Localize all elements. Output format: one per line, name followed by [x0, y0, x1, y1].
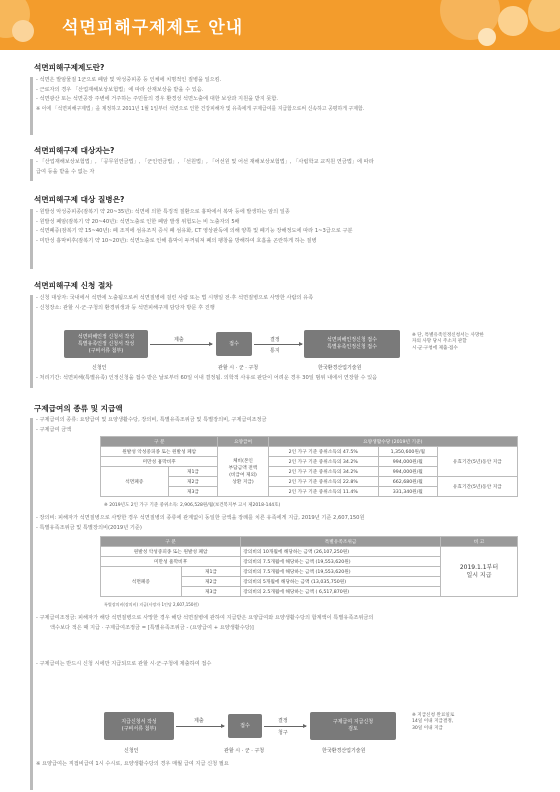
- table-cell: 2인 가구 기준 중위소득의 47.5%: [268, 447, 378, 457]
- section-diseases: [34, 194, 124, 209]
- body-line: 급여 등을 받을 수 없는 자: [36, 168, 95, 175]
- section-bar: [30, 209, 33, 269]
- flow-step-review: 구제급여 지급신청 검토: [310, 712, 396, 740]
- table-cell: 2인 가구 기준 중위소득의 22.8%: [268, 477, 378, 487]
- table-row: [101, 447, 518, 457]
- body-line: - 석면광산 또는 석면공장 주변에 거주하는 주민들의 경우 환경성 석면노출에 대한 보상과 지원을 받지 못함.: [36, 96, 279, 103]
- body-line: ※ 이에 「석면피해구제법」을 제정하고 2011년 1월 1일부터 석면으로 인한 건강피해자 및 유족에게 구제급여를 지급함으로써 신속하고 공평하게 구제함.: [36, 105, 365, 112]
- flow-actor-label: 관할 시 · 군 · 구청: [224, 748, 265, 754]
- table-header: 구 분: [101, 537, 241, 547]
- section-heading: 석면피해구제 신청 절차: [34, 281, 113, 290]
- section-bar: [30, 418, 33, 790]
- body-line: - 구제급여 금액: [36, 427, 72, 433]
- flow-note: ※ 단, 특별유족인정신청서는 사망한 자의 사망 당시 주소지 관할 시·군·구청에 제출·접수: [412, 333, 484, 351]
- flow-arrow-label: 청구: [278, 730, 288, 736]
- table-note: 특별장의비(장의비) 지급(사망자 1인당 2,607,150원): [104, 602, 199, 607]
- body-line: - 장의비: 피해자가 석면질병으로 사망한 경우 석면질병의 종류에 관계없이 동일한 금액을 장례를 치른 유족에게 지급, 2019년 기준 2,607,150원: [36, 515, 365, 521]
- table-cell: 원발성 악성중피종 또는 원발성 폐암: [101, 547, 241, 557]
- decorative-circle: [478, 28, 496, 46]
- flow-arrow: [176, 726, 224, 727]
- table-cell: 제3급: [168, 487, 218, 497]
- flow-step-request: 지급신청서 작성 (구비서류 첨부): [104, 712, 174, 740]
- body-line: - 석면폐증(잠복기 약 15~40년): 폐 조직에 섬유조직 증식 폐 섬유화, CT 영상판독에 의해 양쪽 및 폐기능 장해정도에 따라 1~3급으로 구분: [36, 228, 353, 235]
- table-header: 구 분: [101, 437, 218, 447]
- table-cell: 제1급: [168, 467, 218, 477]
- flow-arrow-label: 통지: [270, 348, 280, 354]
- table-cell: 석면폐증: [101, 567, 182, 597]
- table-cell: 제1급: [181, 567, 241, 577]
- body-line: - 원발성 악성중피종(잠복기 약 20~35년): 석면에 의한 특징적 질환으로 흉막에서 복막 등에 발생하는 암의 일종: [36, 209, 290, 215]
- flow-step-receipt: 접수: [228, 714, 262, 738]
- table-cell: 제2급: [181, 577, 241, 587]
- body-line: - 신청장소: 관할 시·군·구청의 환경위생과 등 석면피해구제 담당자 방문 후 진행: [36, 304, 215, 311]
- flow-actor-label: 신청인: [124, 748, 139, 754]
- section-procedure: [34, 280, 113, 295]
- table-cell: 331,340원/월: [378, 487, 437, 497]
- flow-actor-label: 신청인: [92, 365, 107, 371]
- table-note: ※ 2019년도 2인 가구 기준 중위소득: 2,906,528원/월(보건복지부 고시 제2018-144호): [104, 503, 281, 508]
- page-header: [0, 0, 560, 50]
- table-cell: 2인 가구 기준 중위소득의 34.2%: [268, 467, 378, 477]
- table-cell: 유효기간(5년)동안 지급: [437, 477, 517, 497]
- table-header: 요양생활수당 (2019년 기준): [268, 437, 517, 447]
- body-line: - 미만성 흉막비후(잠복기 약 10~20년): 석면노출로 인해 흉막이 두꺼워져 폐의 팽창을 방해하여 호흡을 곤란하게 하는 질병: [36, 237, 317, 244]
- table-row: [101, 547, 518, 557]
- section-heading: 석면피해구제제도란?: [34, 63, 105, 72]
- table-cell: 미만성 흉막비후: [101, 457, 218, 467]
- flow-actor-label: 한국환경산업기술원: [322, 748, 366, 754]
- flow-arrow-label: 제출: [174, 337, 184, 343]
- table-cell: 미만성 흉막비후: [101, 557, 241, 567]
- body-line: - 석면은 발암물질 1군으로 폐암 및 악성중피종 등 인체에 치명적인 질병을 일으킴.: [36, 77, 222, 83]
- flow-actor-label: 한국환경산업기술원: [318, 365, 362, 371]
- flow-arrow-label: 결정: [270, 337, 280, 343]
- table-header: 요양급여: [218, 437, 268, 447]
- table-cell: 제3급: [181, 587, 241, 597]
- table-cell: 제2급: [168, 477, 218, 487]
- page-title: 석면피해구제제도 안내: [62, 18, 244, 38]
- body-line: - 「산업재해보상보험법」, 「공무원연금법」, 「군인연금법」, 「선원법」, 「어선원 및 어선 재해보상보험법」, 「사립학교 교직원 연금법」에 따라: [36, 159, 374, 165]
- table-cell: 662,680원/월: [378, 477, 437, 487]
- body-line: - 처리기간: 석면피해(특별유족) 인정신청을 접수 받은 날로부터 60일 이내 결정됨. 의학적 사유로 판단이 어려운 경우 30일 범위 내에서 연장할 수 있음: [36, 375, 378, 381]
- flow-arrow: [264, 726, 306, 727]
- section-body: [36, 208, 352, 246]
- table-cell: 장의비의 2.5개월에 해당하는 금액 ( 6,517,870원): [241, 587, 441, 597]
- body-line: - 특별유족조위금 및 특별장의비(2019년 기준): [36, 525, 142, 531]
- flow-actor-label: 관할 시 · 군 · 구청: [218, 365, 259, 371]
- table-cell: 체비(본인 부담금액 전액 (비급여 제외) 상환 지급): [218, 447, 268, 497]
- body-line: - 구제급여의 종류: 요양급여 및 요양생활수당, 장의비, 특별유족조위금 및 특별장의비, 구제급여조정금: [36, 417, 267, 423]
- body-line: - 원발성 폐암(잠복기 약 20~40년): 석면노출로 인한 폐암 발생 위험도는 비 노출자의 5배: [36, 218, 240, 225]
- table-cell: 2인 가구 기준 중위소득의 11.4%: [268, 487, 378, 497]
- section-heading: 석면피해구제 대상 질병은?: [34, 195, 125, 204]
- table-cell: 장의비의 5개월에 해당하는 금액 (13,035,750원): [241, 577, 441, 587]
- flow-arrow-label: 결정: [278, 718, 288, 724]
- condolence-table: [100, 536, 518, 597]
- section-heading: 구제급여의 종류 및 지급액: [34, 404, 123, 413]
- benefit-table: [100, 436, 518, 497]
- body-line: - 근로자의 경우 「산업재해보상보험법」에 따라 산재보상을 받을 수 있음.: [36, 86, 204, 93]
- section-body: [36, 76, 364, 114]
- section-bar: [30, 77, 33, 135]
- section-body: [36, 158, 374, 177]
- body-line: - 신청 대상자: 국내에서 석면에 노출됨으로써 석면질병에 걸린 사람 또는 법 시행일 전·후 석면질병으로 사망한 사람의 유족: [36, 295, 314, 301]
- section-heading: 석면피해구제 대상자는?: [34, 146, 115, 155]
- table-cell: 2인 가구 기준 중위소득의 34.2%: [268, 457, 378, 467]
- table-cell: 994,000원/월: [378, 467, 437, 477]
- table-cell: 장의비의 7.5개월에 해당하는 금액 (19,553,620원): [241, 567, 441, 577]
- section-bar: [30, 295, 33, 388]
- flow-step-application: 석면피해인정 신청서 작성 특별유족인정 신청서 작성 (구비서류 첨부): [64, 330, 148, 358]
- flow-step-receipt: 접수: [216, 332, 252, 356]
- section-definition: [34, 62, 104, 77]
- decorative-circle: [498, 6, 528, 36]
- table-cell: 유효기간(5년)동안 지급: [437, 447, 517, 477]
- decorative-circle: [12, 20, 34, 42]
- table-header: 특별유족조위금: [241, 537, 441, 547]
- table-cell: 2019.1.1부터 일시 지급: [440, 547, 517, 597]
- table-header-row: [101, 537, 518, 547]
- table-cell: 994,000원/월: [378, 457, 437, 467]
- table-cell: 석면폐증: [101, 467, 169, 497]
- body-line: 액수보다 적은 때 지급 · 구제급여조정금 = [특별유족조위금 - (요양급여 + 요양생활수당)]: [50, 625, 254, 631]
- footer-note: ※ 요양급여는 직접비급여 1시 수시로, 요양생활수당의 경우 매월 급여 지급 신청 필요: [36, 761, 229, 767]
- flow-arrow: [150, 344, 212, 345]
- table-header: 비 고: [440, 537, 517, 547]
- table-cell: 장의비의 10개월에 해당하는 금액 (26,107,250원): [241, 547, 441, 557]
- flow-arrow: [254, 344, 302, 345]
- table-cell: 장의비의 7.5개월에 해당하는 금액 (19,553,620원): [241, 557, 441, 567]
- body-line: - 구제급여는 반드시 신청 시에만 지급되므로 관할 시·군·구청에 제출하여 접수: [36, 661, 212, 667]
- table-cell: 원발성 악성중피종 또는 원발성 폐암: [101, 447, 218, 457]
- decorative-circle: [528, 0, 560, 32]
- section-bar: [30, 159, 33, 181]
- table-header-row: [101, 437, 518, 447]
- body-line: - 구제급여조정금: 피해자가 해당 석면질병으로 사망한 경우 해당 석면질병에 관하여 지급받은 요양급여와 요양생활수당의 합계액이 특별유족조위금의: [36, 615, 374, 621]
- section-body: [36, 294, 313, 313]
- flow-step-review: 석면피해인정신청 접수 특별유족인정신청 접수: [304, 330, 400, 358]
- flow-note: ※ 지급신청 완료일로 14일 이내 지급결정, 30일 이내 지급: [412, 713, 455, 731]
- flow-arrow-label: 제출: [194, 718, 204, 724]
- table-cell: 1,350,600원/월: [378, 447, 437, 457]
